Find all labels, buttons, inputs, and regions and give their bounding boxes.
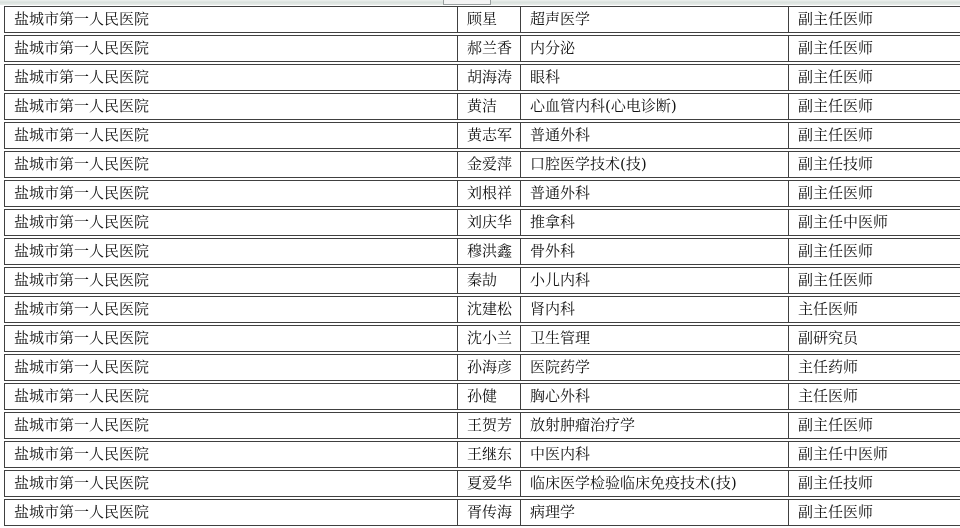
cell-department: 眼科 bbox=[520, 65, 788, 90]
cell-title: 副主任技师 bbox=[788, 471, 960, 496]
cell-person-name: 刘庆华 bbox=[457, 210, 520, 235]
cell-department: 卫生管理 bbox=[520, 326, 788, 351]
cell-hospital: 盐城市第一人民医院 bbox=[14, 387, 150, 405]
cell-hospital: 盐城市第一人民医院 bbox=[14, 10, 150, 28]
cell-title: 副主任中医师 bbox=[788, 442, 960, 467]
cell-person-name: 沈小兰 bbox=[457, 326, 520, 351]
cell-person-name: 孙海彦 bbox=[457, 355, 520, 380]
table-row bbox=[4, 238, 960, 265]
cell-title: 副主任中医师 bbox=[788, 210, 960, 235]
cell-department: 中医内科 bbox=[520, 442, 788, 467]
table-row bbox=[4, 412, 960, 439]
cell-department: 肾内科 bbox=[520, 297, 788, 322]
cell-department: 胸心外科 bbox=[520, 384, 788, 409]
table-row bbox=[4, 441, 960, 468]
cell-department: 普通外科 bbox=[520, 123, 788, 148]
cell-department: 小儿内科 bbox=[520, 268, 788, 293]
cell-title: 副主任医师 bbox=[788, 94, 960, 119]
cell-department: 放射肿瘤治疗学 bbox=[520, 413, 788, 438]
cell-title: 主任医师 bbox=[788, 297, 960, 322]
cell-title: 主任药师 bbox=[788, 355, 960, 380]
table-row bbox=[4, 151, 960, 178]
cell-department: 内分泌 bbox=[520, 36, 788, 61]
cell-title: 副主任医师 bbox=[788, 239, 960, 264]
cell-title: 副主任医师 bbox=[788, 413, 960, 438]
cell-person-name: 胥传海 bbox=[457, 500, 520, 525]
cell-hospital: 盐城市第一人民医院 bbox=[14, 213, 150, 231]
cell-title: 主任医师 bbox=[788, 384, 960, 409]
cell-hospital: 盐城市第一人民医院 bbox=[14, 329, 150, 347]
cell-hospital: 盐城市第一人民医院 bbox=[14, 300, 150, 318]
cell-hospital: 盐城市第一人民医院 bbox=[14, 184, 150, 202]
cell-person-name: 黄志军 bbox=[457, 123, 520, 148]
cell-title: 副主任医师 bbox=[788, 65, 960, 90]
table-row bbox=[4, 209, 960, 236]
cell-title: 副主任医师 bbox=[788, 181, 960, 206]
cell-hospital: 盐城市第一人民医院 bbox=[14, 97, 150, 115]
cell-person-name: 黄洁 bbox=[457, 94, 520, 119]
cell-person-name: 刘根祥 bbox=[457, 181, 520, 206]
cell-person-name: 顾星 bbox=[457, 7, 520, 32]
cell-title: 副主任医师 bbox=[788, 500, 960, 525]
cell-department: 临床医学检验临床免疫技术(技) bbox=[520, 471, 788, 496]
cell-person-name: 王贺芳 bbox=[457, 413, 520, 438]
cell-person-name: 沈建松 bbox=[457, 297, 520, 322]
cell-title: 副主任医师 bbox=[788, 36, 960, 61]
table-row bbox=[4, 354, 960, 381]
cell-person-name: 孙健 bbox=[457, 384, 520, 409]
cell-hospital: 盐城市第一人民医院 bbox=[14, 358, 150, 376]
cell-hospital: 盐城市第一人民医院 bbox=[14, 416, 150, 434]
cell-hospital: 盐城市第一人民医院 bbox=[14, 68, 150, 86]
cell-department: 超声医学 bbox=[520, 7, 788, 32]
table-row bbox=[4, 122, 960, 149]
cell-hospital: 盐城市第一人民医院 bbox=[14, 503, 150, 521]
scrollbar-fragment[interactable] bbox=[443, 0, 491, 5]
cell-hospital: 盐城市第一人民医院 bbox=[14, 39, 150, 57]
cell-hospital: 盐城市第一人民医院 bbox=[14, 242, 150, 260]
cell-title: 副主任医师 bbox=[788, 123, 960, 148]
table-row bbox=[4, 325, 960, 352]
cell-department: 病理学 bbox=[520, 500, 788, 525]
table-row bbox=[4, 296, 960, 323]
personnel-table bbox=[4, 6, 960, 528]
table-row bbox=[4, 383, 960, 410]
cell-hospital: 盐城市第一人民医院 bbox=[14, 126, 150, 144]
cell-title: 副研究员 bbox=[788, 326, 960, 351]
cell-person-name: 秦劼 bbox=[457, 268, 520, 293]
top-strip bbox=[0, 0, 960, 5]
cell-person-name: 王继东 bbox=[457, 442, 520, 467]
cell-title: 副主任医师 bbox=[788, 268, 960, 293]
cell-hospital: 盐城市第一人民医院 bbox=[14, 155, 150, 173]
table-row bbox=[4, 64, 960, 91]
table-row bbox=[4, 180, 960, 207]
cell-hospital: 盐城市第一人民医院 bbox=[14, 445, 150, 463]
table-row bbox=[4, 499, 960, 526]
cell-person-name: 夏爱华 bbox=[457, 471, 520, 496]
cell-department: 口腔医学技术(技) bbox=[520, 152, 788, 177]
table-row bbox=[4, 93, 960, 120]
cell-department: 医院药学 bbox=[520, 355, 788, 380]
cell-title: 副主任技师 bbox=[788, 152, 960, 177]
table-row bbox=[4, 267, 960, 294]
cell-hospital: 盐城市第一人民医院 bbox=[14, 271, 150, 289]
cell-person-name: 胡海涛 bbox=[457, 65, 520, 90]
cell-person-name: 金爱萍 bbox=[457, 152, 520, 177]
cell-department: 普通外科 bbox=[520, 181, 788, 206]
cell-department: 推拿科 bbox=[520, 210, 788, 235]
table-row bbox=[4, 470, 960, 497]
table-row bbox=[4, 6, 960, 33]
cell-person-name: 郝兰香 bbox=[457, 36, 520, 61]
table-row bbox=[4, 35, 960, 62]
cell-department: 骨外科 bbox=[520, 239, 788, 264]
cell-title: 副主任医师 bbox=[788, 7, 960, 32]
cell-hospital: 盐城市第一人民医院 bbox=[14, 474, 150, 492]
cell-person-name: 穆洪鑫 bbox=[457, 239, 520, 264]
cell-department: 心血管内科(心电诊断) bbox=[520, 94, 788, 119]
